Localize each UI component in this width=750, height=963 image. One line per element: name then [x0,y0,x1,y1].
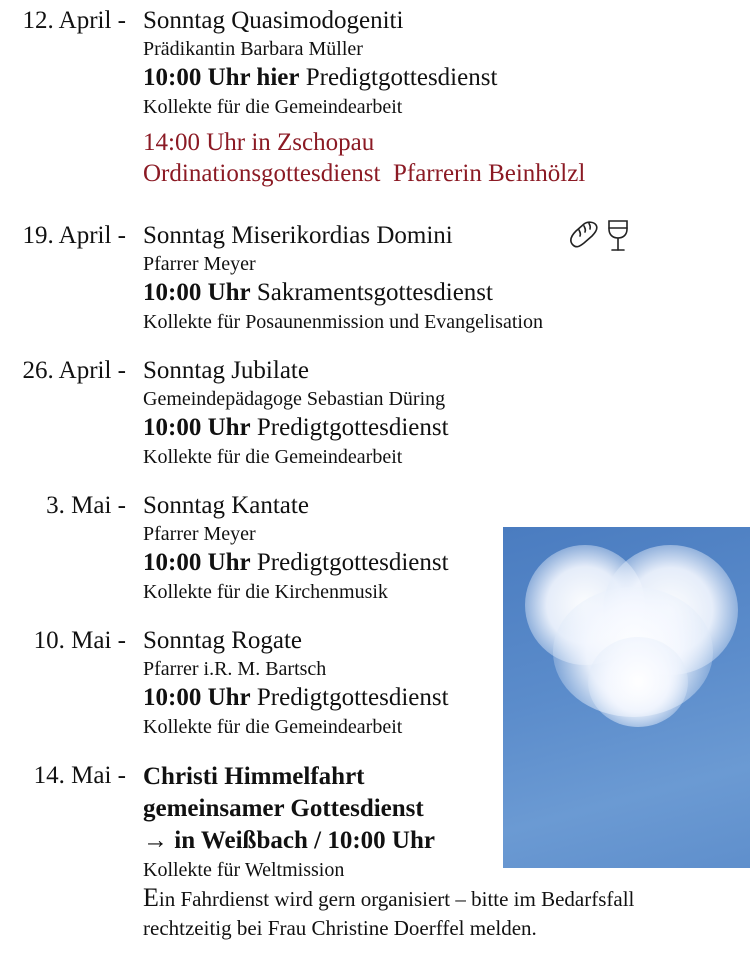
entry-collection: Kollekte für Weltmission [143,859,345,881]
note-text: in Fahrdienst wird gern organisiert – bitte im Bedarfsfall [158,887,635,911]
entry-title: Sonntag Rogate [143,627,303,654]
entry-service [143,62,585,94]
service-type: Sakramentsgottesdienst [256,279,493,306]
entry-service [143,547,449,579]
entry-date: 3. Mai - [46,492,126,519]
transport-note-line-2: rechtzeitig bei Frau Christine Doerffel melden. [143,916,537,940]
entry-collection: Kollekte für Posaunenmission und Evangelisation [143,311,543,333]
entry-title-line-1: Christi Himmelfahrt [143,763,365,790]
service-time: 10:00 Uhr [143,684,251,711]
service-time: 10:00 Uhr hier [143,64,300,91]
heart-cloud-image [503,527,750,868]
service-type: Predigtgottesdienst [256,684,449,711]
entry-service [143,412,449,444]
bread-icon [567,219,599,258]
entry-person: Pfarrer Meyer [143,253,256,275]
note-initial: E [143,883,159,912]
entry-date: 26. April - [22,357,126,384]
extra-service-line-1: 14:00 Uhr in Zschopau [143,129,375,156]
entry-collection: Kollekte für die Gemeindearbeit [143,716,403,738]
entry-person: Gemeindepädagoge Sebastian Düring [143,388,446,410]
service-type: Predigtgottesdienst [305,64,498,91]
entry-person: Pfarrer i.R. M. Bartsch [143,658,327,680]
entry-person: Prädikantin Barbara Müller [143,38,363,60]
entry-title: Sonntag Quasimodogeniti [143,7,404,34]
service-time: 10:00 Uhr [143,279,251,306]
entry-collection: Kollekte für die Gemeindearbeit [143,96,403,118]
wine-glass-icon [607,219,629,258]
service-type: Predigtgottesdienst [256,549,449,576]
service-time: 10:00 Uhr [143,549,251,576]
service-type: Predigtgottesdienst [256,414,449,441]
service-time: 10:00 Uhr [143,414,251,441]
extra-service-line-2: Ordinationsgottesdienst Pfarrerin Beinhölzl [143,160,586,187]
entry-service [143,682,449,714]
entry-title: Sonntag Kantate [143,492,309,519]
entry-collection: Kollekte für die Kirchenmusik [143,581,388,603]
transport-note-line-1 [143,883,634,914]
entry-service [143,277,543,309]
entry-date: 19. April - [22,222,126,249]
entry-title-line-3: → in Weißbach / 10:00 Uhr [143,827,435,854]
entry-person: Pfarrer Meyer [143,523,256,545]
entry-title: Sonntag Jubilate [143,357,309,384]
communion-icons [567,219,629,258]
entry-date: 12. April - [22,7,126,34]
entry-date: 14. Mai - [33,762,126,789]
entry-date: 10. Mai - [33,627,126,654]
entry-title-line-2: gemeinsamer Gottesdienst [143,795,424,822]
entry-collection: Kollekte für die Gemeindearbeit [143,446,403,468]
entry-title: Sonntag Miserikordias Domini [143,222,453,249]
